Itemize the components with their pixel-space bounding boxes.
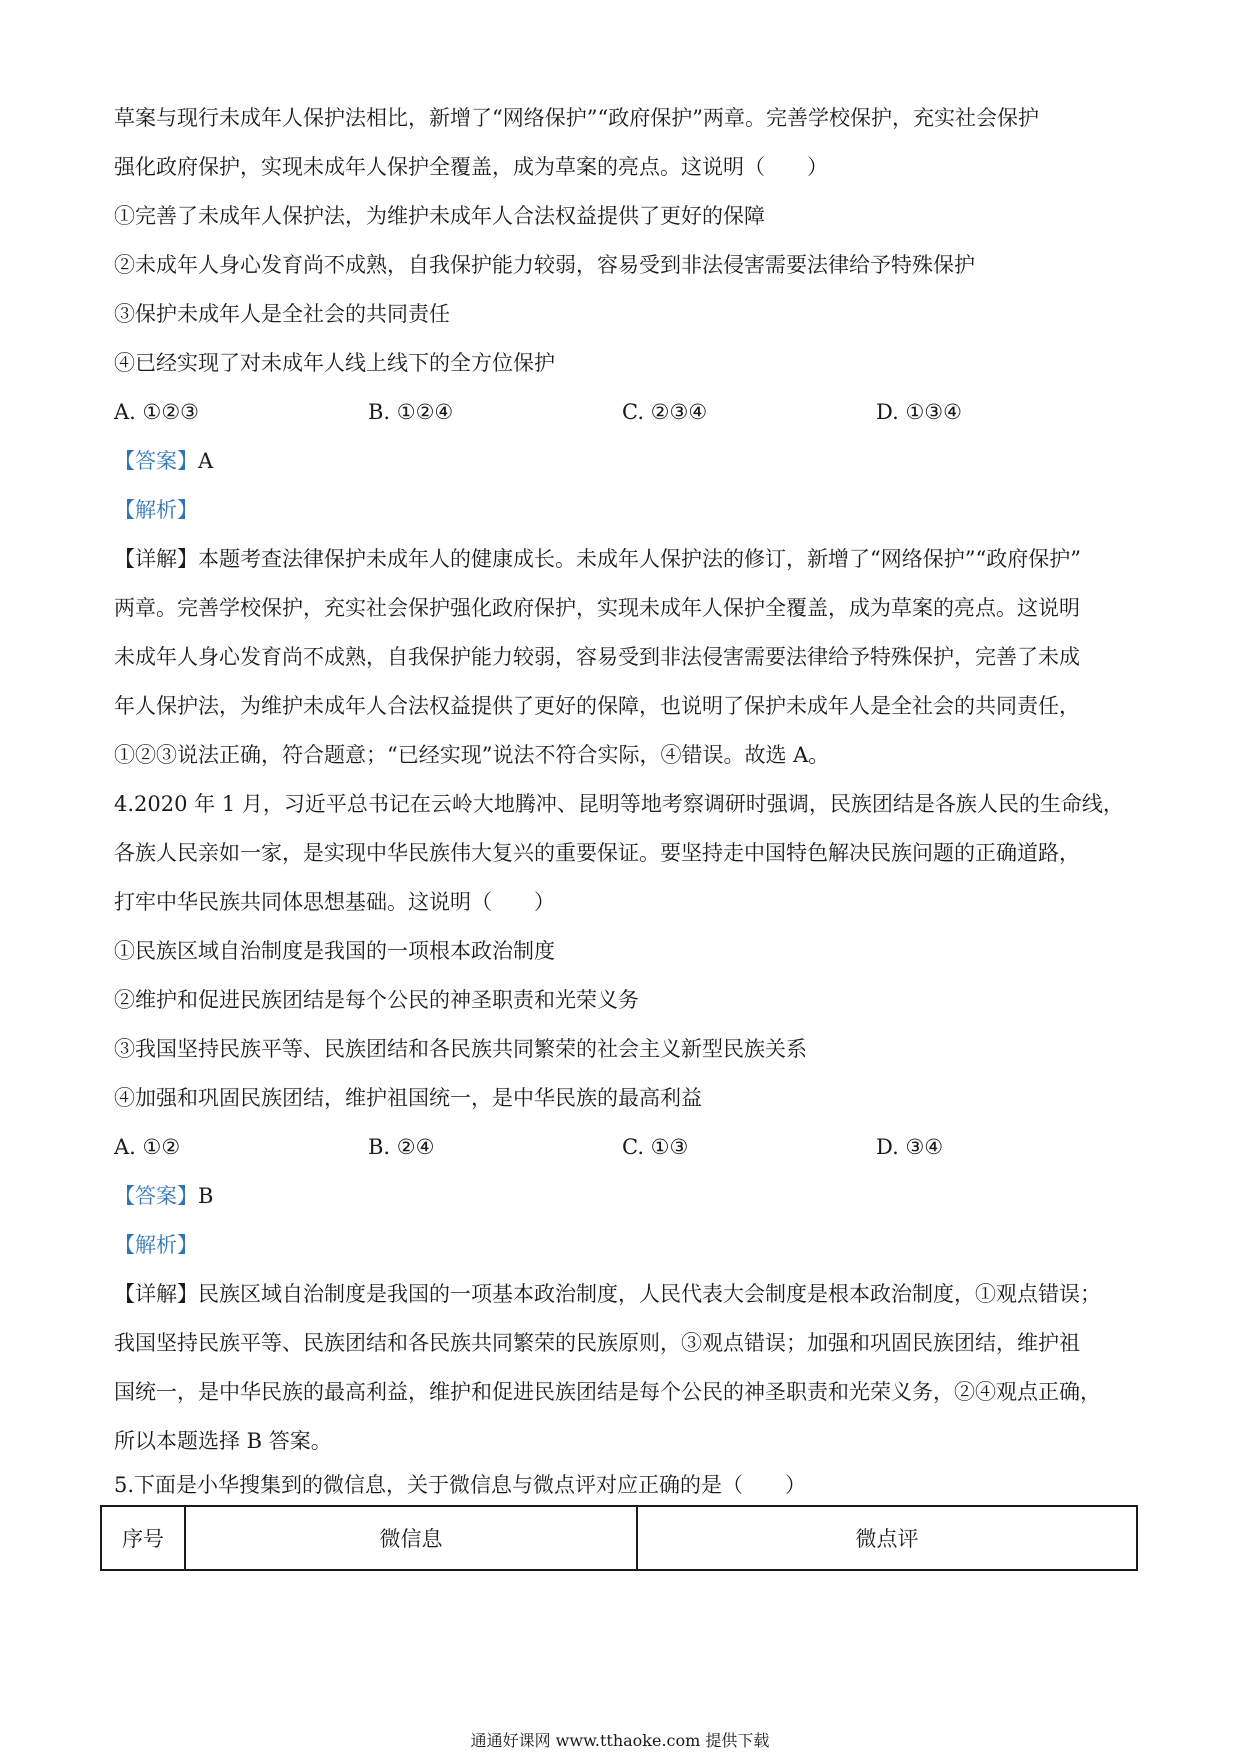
- q4-option-c: C. ①③: [622, 1135, 689, 1159]
- q3-statement-1: ①完善了未成年人保护法，为维护未成年人合法权益提供了更好的保障: [114, 204, 765, 228]
- q4-stem-line: 打牢中华民族共同体思想基础。这说明（ ）: [114, 890, 555, 914]
- q4-analysis: [114, 1230, 1134, 1260]
- q4-option-d: D. ③④: [876, 1135, 944, 1159]
- table-header-row: [101, 1506, 1137, 1570]
- q4-stem-line: 各族人民亲如一家，是实现中华民族伟大复兴的重要保证。要坚持走中国特色解决民族问题的正确道路，: [114, 841, 1080, 865]
- answer-value: B: [198, 1184, 214, 1208]
- q4-option-a: A. ①②: [114, 1135, 181, 1159]
- q3-option-d: D. ①③④: [876, 400, 962, 424]
- q3-statement-2: ②未成年人身心发育尚不成熟，自我保护能力较弱，容易受到非法侵害需要法律给予特殊保护: [114, 253, 975, 277]
- q3-option-b: B. ①②④: [368, 400, 454, 424]
- q3-statement-4: ④已经实现了对未成年人线上线下的全方位保护: [114, 351, 555, 375]
- detail-label: 【详解】: [114, 547, 198, 571]
- detail-text: 本题考查法律保护未成年人的健康成长。未成年人保护法的修订，新增了“网络保护”“政府保护”: [198, 547, 1081, 571]
- answer-label: 【答案】: [114, 449, 198, 473]
- table-header-cell: 微信息: [185, 1506, 637, 1570]
- analysis-label: 【解析】: [114, 498, 198, 522]
- q3-statement-3: ③保护未成年人是全社会的共同责任: [114, 302, 450, 326]
- q5-stem: 5.下面是小华搜集到的微信息，关于微信息与微点评对应正确的是（ ）: [114, 1473, 807, 1497]
- q4-statement-4: ④加强和巩固民族团结，维护祖国统一，是中华民族的最高利益: [114, 1086, 702, 1110]
- q4-answer: [114, 1181, 1134, 1211]
- q3-detail-line: [114, 544, 1134, 574]
- q3-detail-line: 两章。完善学校保护，充实社会保护强化政府保护，实现未成年人保护全覆盖，成为草案的亮点。这说明: [114, 596, 1080, 620]
- q4-stem-line: 4.2020 年 1 月，习近平总书记在云岭大地腾冲、昆明等地考察调研时强调，民族团结是各族人民的生命线，: [114, 792, 1124, 816]
- q3-stem-line: 草案与现行未成年人保护法相比，新增了“网络保护”“政府保护”两章。完善学校保护，充实社会保护: [114, 106, 1039, 130]
- analysis-label: 【解析】: [114, 1233, 198, 1257]
- q4-statement-3: ③我国坚持民族平等、民族团结和各民族共同繁荣的社会主义新型民族关系: [114, 1037, 807, 1061]
- q3-options: [114, 397, 1134, 427]
- detail-label: 【详解】: [114, 1282, 198, 1306]
- q4-options: [114, 1132, 1134, 1162]
- table-header-cell: 微点评: [637, 1506, 1137, 1570]
- table-header-cell: 序号: [101, 1506, 185, 1570]
- q3-detail-line: 年人保护法，为维护未成年人合法权益提供了更好的保障，也说明了保护未成年人是全社会的共同责任，: [114, 694, 1080, 718]
- q3-detail-line: 未成年人身心发育尚不成熟，自我保护能力较弱，容易受到非法侵害需要法律给予特殊保护，完善了未成: [114, 645, 1080, 669]
- q4-statement-1: ①民族区域自治制度是我国的一项根本政治制度: [114, 939, 555, 963]
- q4-detail-line: 我国坚持民族平等、民族团结和各民族共同繁荣的民族原则，③观点错误；加强和巩固民族团结，维护祖: [114, 1331, 1080, 1355]
- page-footer: 通通好课网 www.tthaoke.com 提供下载: [470, 1731, 770, 1750]
- answer-value: A: [198, 449, 214, 473]
- q3-option-c: C. ②③④: [622, 400, 708, 424]
- q4-option-b: B. ②④: [368, 1135, 435, 1159]
- q4-statement-2: ②维护和促进民族团结是每个公民的神圣职责和光荣义务: [114, 988, 639, 1012]
- answer-label: 【答案】: [114, 1184, 198, 1208]
- q4-detail-line: 所以本题选择 B 答案。: [114, 1429, 332, 1453]
- q3-detail-line: ①②③说法正确，符合题意；“已经实现”说法不符合实际，④错误。故选 A。: [114, 743, 830, 767]
- detail-text: 民族区域自治制度是我国的一项基本政治制度，人民代表大会制度是根本政治制度，①观点错误；: [198, 1282, 1101, 1306]
- q3-answer: [114, 446, 1134, 476]
- q3-stem-line: 强化政府保护，实现未成年人保护全覆盖，成为草案的亮点。这说明（ ）: [114, 155, 828, 179]
- q4-detail-line: 国统一，是中华民族的最高利益，维护和促进民族团结是每个公民的神圣职责和光荣义务，②④观点正确，: [114, 1380, 1101, 1404]
- q4-detail-line: [114, 1279, 1134, 1309]
- q3-option-a: A. ①②③: [114, 400, 199, 424]
- q3-analysis: [114, 495, 1134, 525]
- q5-table: [100, 1505, 1138, 1571]
